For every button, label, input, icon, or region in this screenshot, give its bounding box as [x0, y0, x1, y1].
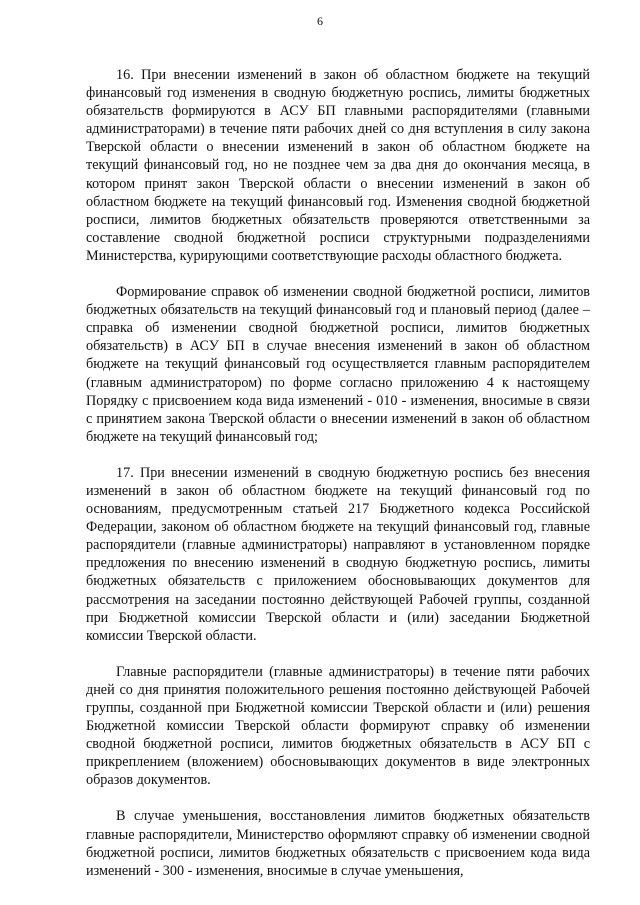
document-body — [86, 66, 590, 880]
paragraph-17: 17. При внесении изменений в сводную бюджетную роспись без внесения изменений в закон об областном бюджете на текущий финансовый год по основаниям, предусмотренным статьей 217 Бюджетного кодекса Российской Федерации, законом об областном бюджете на текущий финансовый год, главные распорядители (главные администраторы) направляют в установленном порядке предложения по внесению изменений в сводную бюджетную роспись, лимиты бюджетных обязательств с приложением обосновывающих документов для рассмотрения на заседании постоянно действующей Рабочей группы, созданной при Бюджетной комиссии Тверской области и (или) заседании Бюджетной комиссии Тверской области. — [86, 464, 590, 644]
paragraph-main-administrators: Главные распорядители (главные администраторы) в течение пяти рабочих дней со дня принятия положительного решения постоянно действующей Рабочей группы, созданной при Бюджетной комиссии Тверской области и (или) решения Бюджетной комиссии Тверской области формируют справку об изменении сводной бюджетной росписи, лимитов бюджетных обязательств в АСУ БП с прикреплением (вложением) обосновывающих документов в виде электронных образов документов. — [86, 663, 590, 789]
paragraph-reference-forming: Формирование справок об изменении сводной бюджетной росписи, лимитов бюджетных обязательств на текущий финансовый год и плановый период (далее – справка об изменении сводной бюджетной росписи, лимитов бюджетных обязательств) в АСУ БП в случае внесения изменений в закон об областном бюджете на текущий финансовый год осуществляется главным распорядителем (главным администратором) по форме согласно приложению 4 к настоящему Порядку с присвоением кода вида изменений - 010 - изменения, вносимые в связи с принятием закона Тверской области о внесении изменений в закон об областном бюджете на текущий финансовый год; — [86, 284, 590, 445]
paragraph-16: 16. При внесении изменений в закон об областном бюджете на текущий финансовый год изменения в сводную бюджетную роспись, лимиты бюджетных обязательств формируются в АСУ БП главными распорядителями (главными администраторами) в течение пяти рабочих дней со дня вступления в силу закона Тверской области о внесении изменений в закон об областном бюджете на текущий финансовый год, но не позднее чем за два дня до окончания месяца, в котором принят закон Тверской области о внесении изменений в закон об областном бюджете на текущий финансовый год. Изменения сводной бюджетной росписи, лимитов бюджетных обязательств проверяются ответственными за составление сводной бюджетной росписи структурными подразделениями Министерства, курирующими соответствующие расходы областного бюджета. — [86, 67, 590, 264]
paragraph-reduction-case: В случае уменьшения, восстановления лимитов бюджетных обязательств главные распорядители, Министерство оформляют справку об изменении сводной бюджетной росписи, лимитов бюджетных обязательств с присвоением кода вида изменений - 300 - изменения, вносимые в случае уменьшения, — [86, 808, 590, 879]
page-number: 6 — [317, 14, 323, 28]
